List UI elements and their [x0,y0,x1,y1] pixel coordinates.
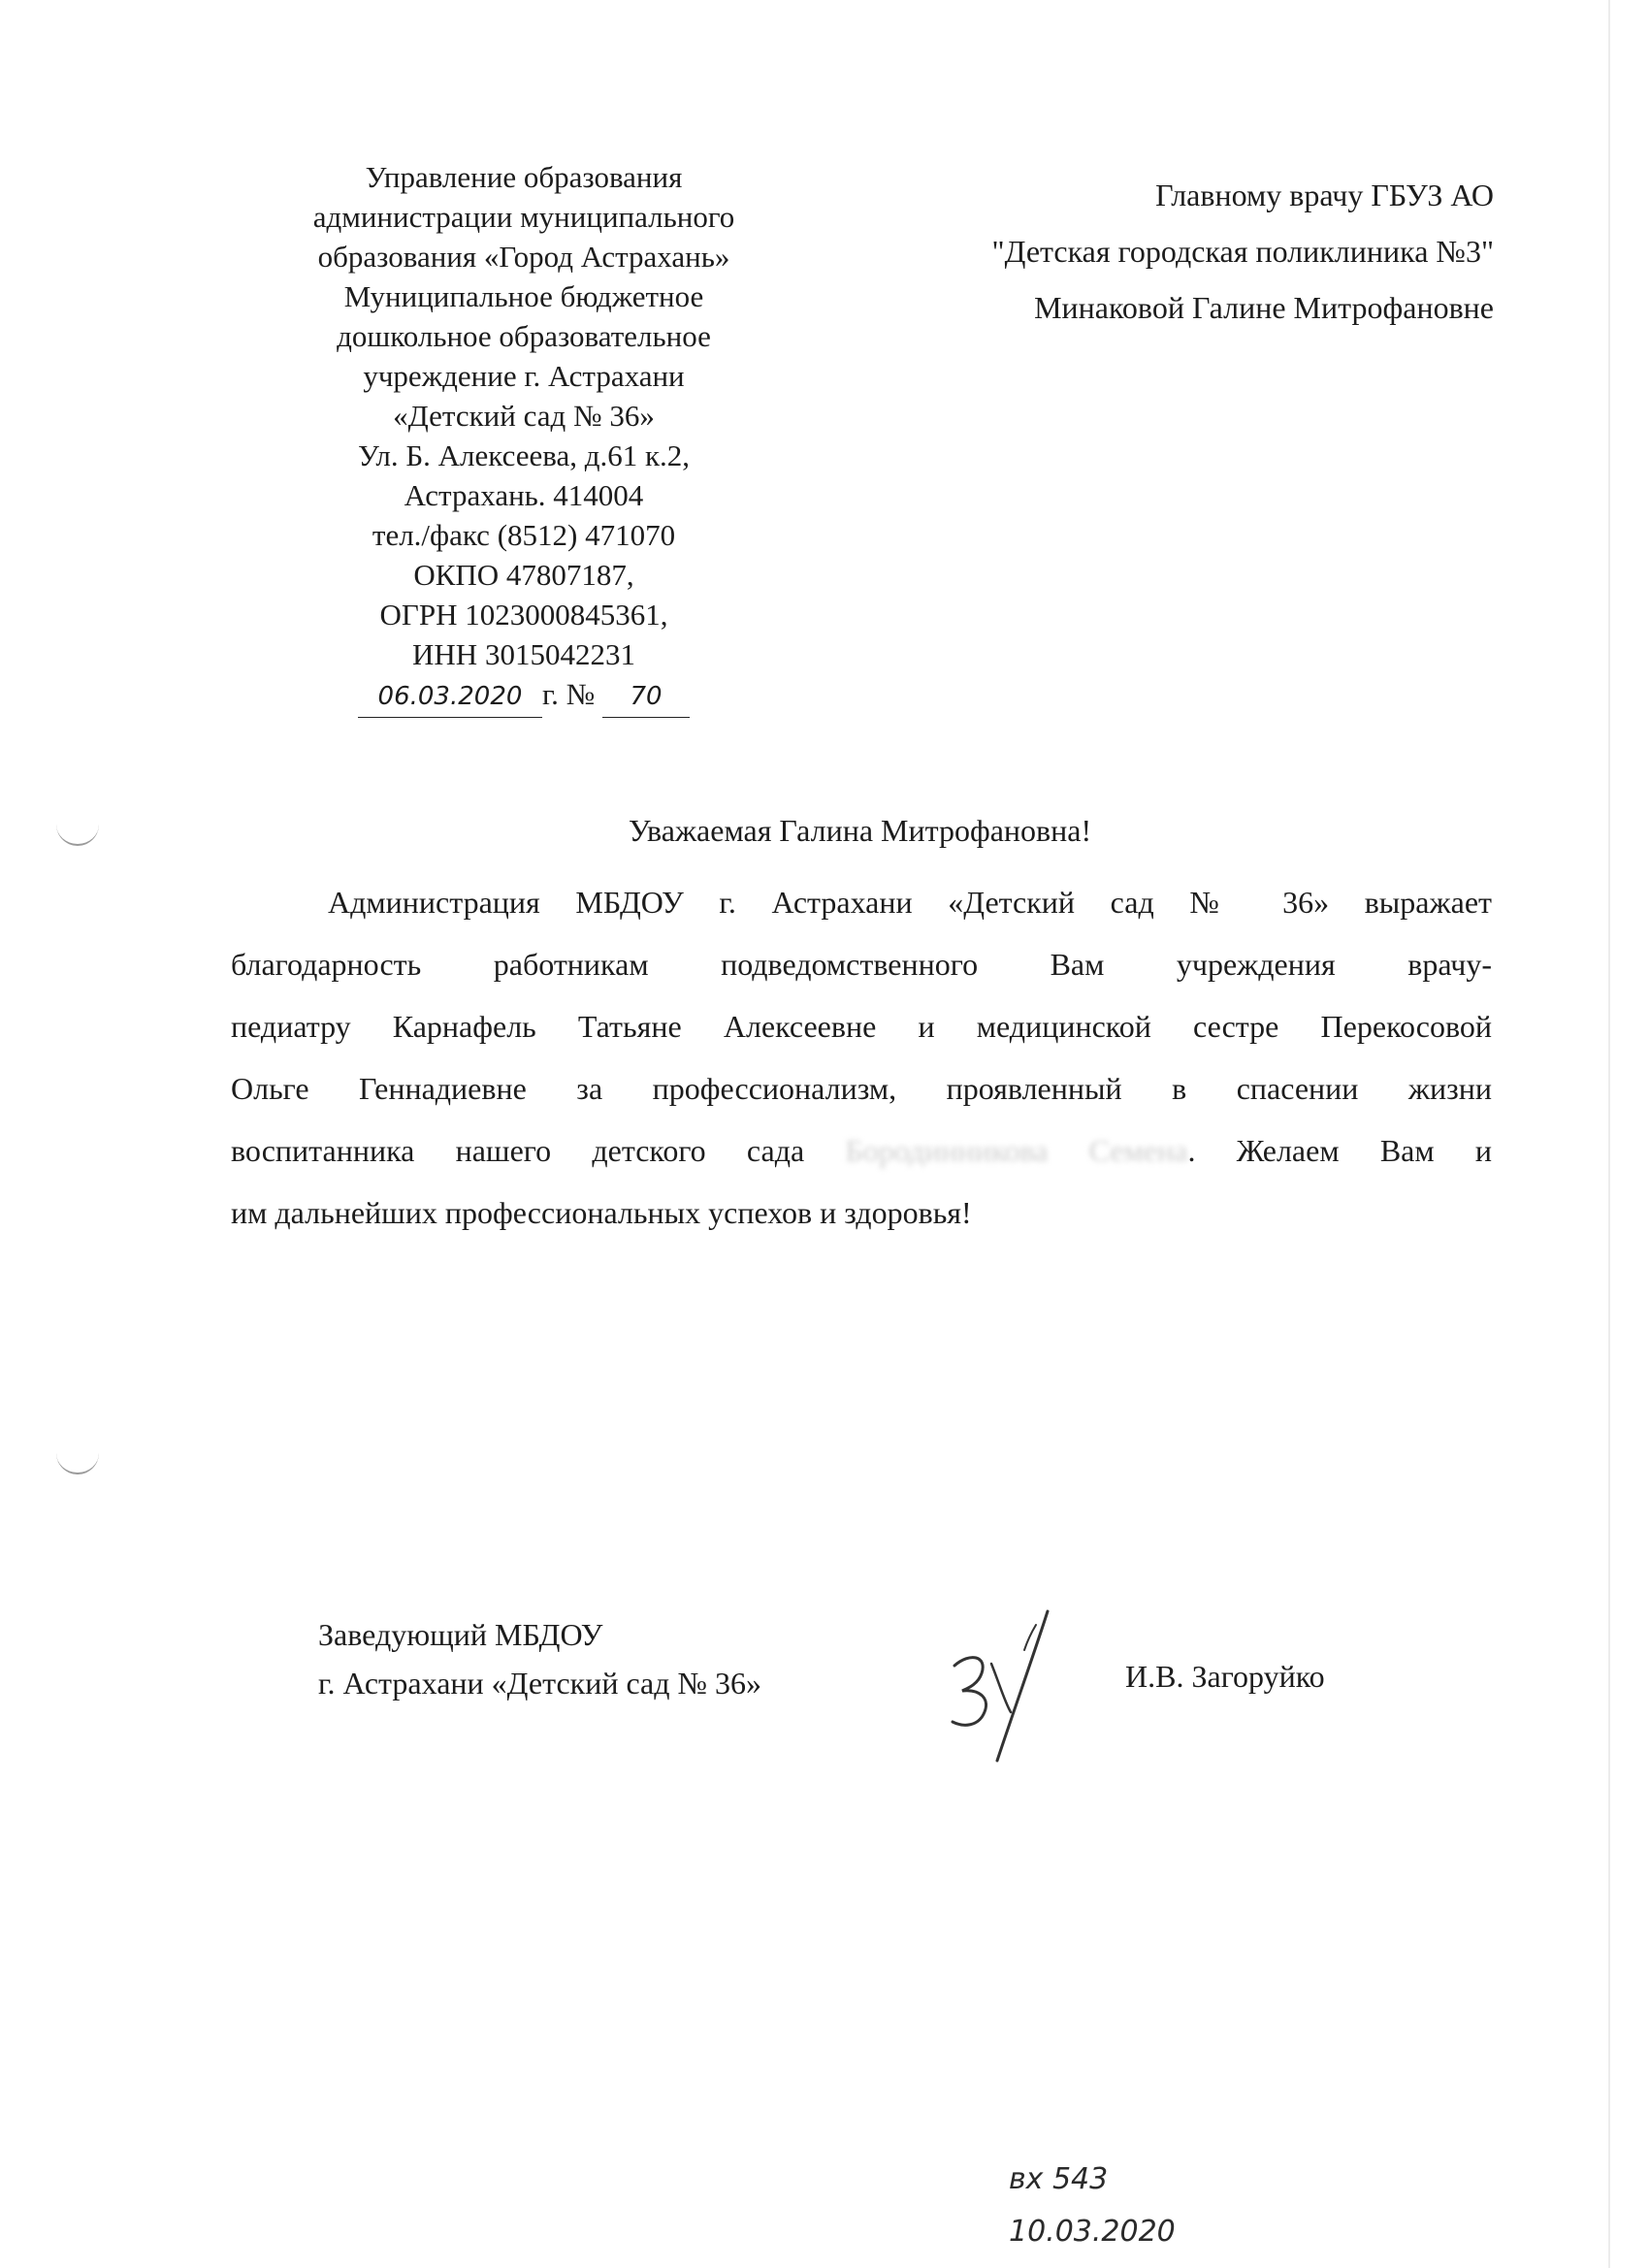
sender-line: образования «Город Астрахань» [317,240,730,274]
letter-body [231,871,1492,1244]
punch-hole-mark [56,817,99,846]
position-line: г. Астрахани «Детский сад № 36» [318,1666,762,1701]
sender-line: ОКПО 47807187, [413,558,634,592]
redacted-name: Бородинникова Семена [845,1133,1188,1168]
body-line: педиатру Карнафель Татьяне Алексеевне и медицинской сестре Перекосовой [231,1009,1492,1044]
registration-date: 06.03.2020 [358,677,542,718]
scan-edge [1608,0,1610,2268]
signatory-name: И.В. Загоруйко [1125,1659,1325,1694]
registration-line [233,674,815,718]
sender-line: учреждение г. Астрахани [363,359,685,393]
sender-line: администрации муниципального [312,200,735,234]
handwritten-signature [941,1605,1067,1770]
incoming-registration-mark [1009,2154,1176,2258]
greeting: Уважаемая Галина Митрофановна! [629,813,1092,848]
sender-line: Астрахань. 414004 [404,478,644,512]
body-line: Администрация МБДОУ г. Астрахани «Детский сад № 36» выражает [328,885,1492,920]
recipient-line: Минаковой Галине Митрофановне [1034,290,1494,325]
sender-line: Муниципальное бюджетное [343,279,704,313]
recipient-line: "Детская городская поликлиника №3" [991,234,1494,269]
signatory-position [318,1610,761,1707]
body-line [231,1119,1492,1182]
body-line: им дальнейших профессиональных успехов и здоровья! [231,1195,972,1230]
sender-block [233,157,815,718]
punch-hole-mark [56,1445,99,1474]
registration-suffix: г. № [541,677,596,711]
sender-line: Управление образования [365,160,683,194]
incoming-number: вх 543 [1009,2162,1109,2196]
sender-line: «Детский сад № 36» [393,399,655,433]
body-line: благодарность работникам подведомственного Вам учреждения врачу- [231,947,1492,982]
sender-line: тел./факс (8512) 471070 [372,518,676,552]
position-line: Заведующий МБДОУ [318,1617,603,1652]
registration-number: 70 [602,677,690,718]
recipient-line: Главному врачу ГБУЗ АО [1155,178,1494,212]
sender-line: ОГРН 1023000845361, [379,598,668,632]
sender-line: дошкольное образовательное [337,319,711,353]
incoming-date: 10.03.2020 [1009,2215,1176,2249]
sender-line: ИНН 3015042231 [412,637,635,671]
recipient-block [815,167,1494,336]
body-text-segment: . Желаем Вам и [1187,1133,1493,1168]
body-line: Ольге Геннадиевне за профессионализм, проявленный в спасении жизни [231,1071,1492,1106]
sender-line: Ул. Б. Алексеева, д.61 к.2, [357,438,691,472]
body-text-segment: воспитанника нашего детского сада [231,1133,805,1168]
